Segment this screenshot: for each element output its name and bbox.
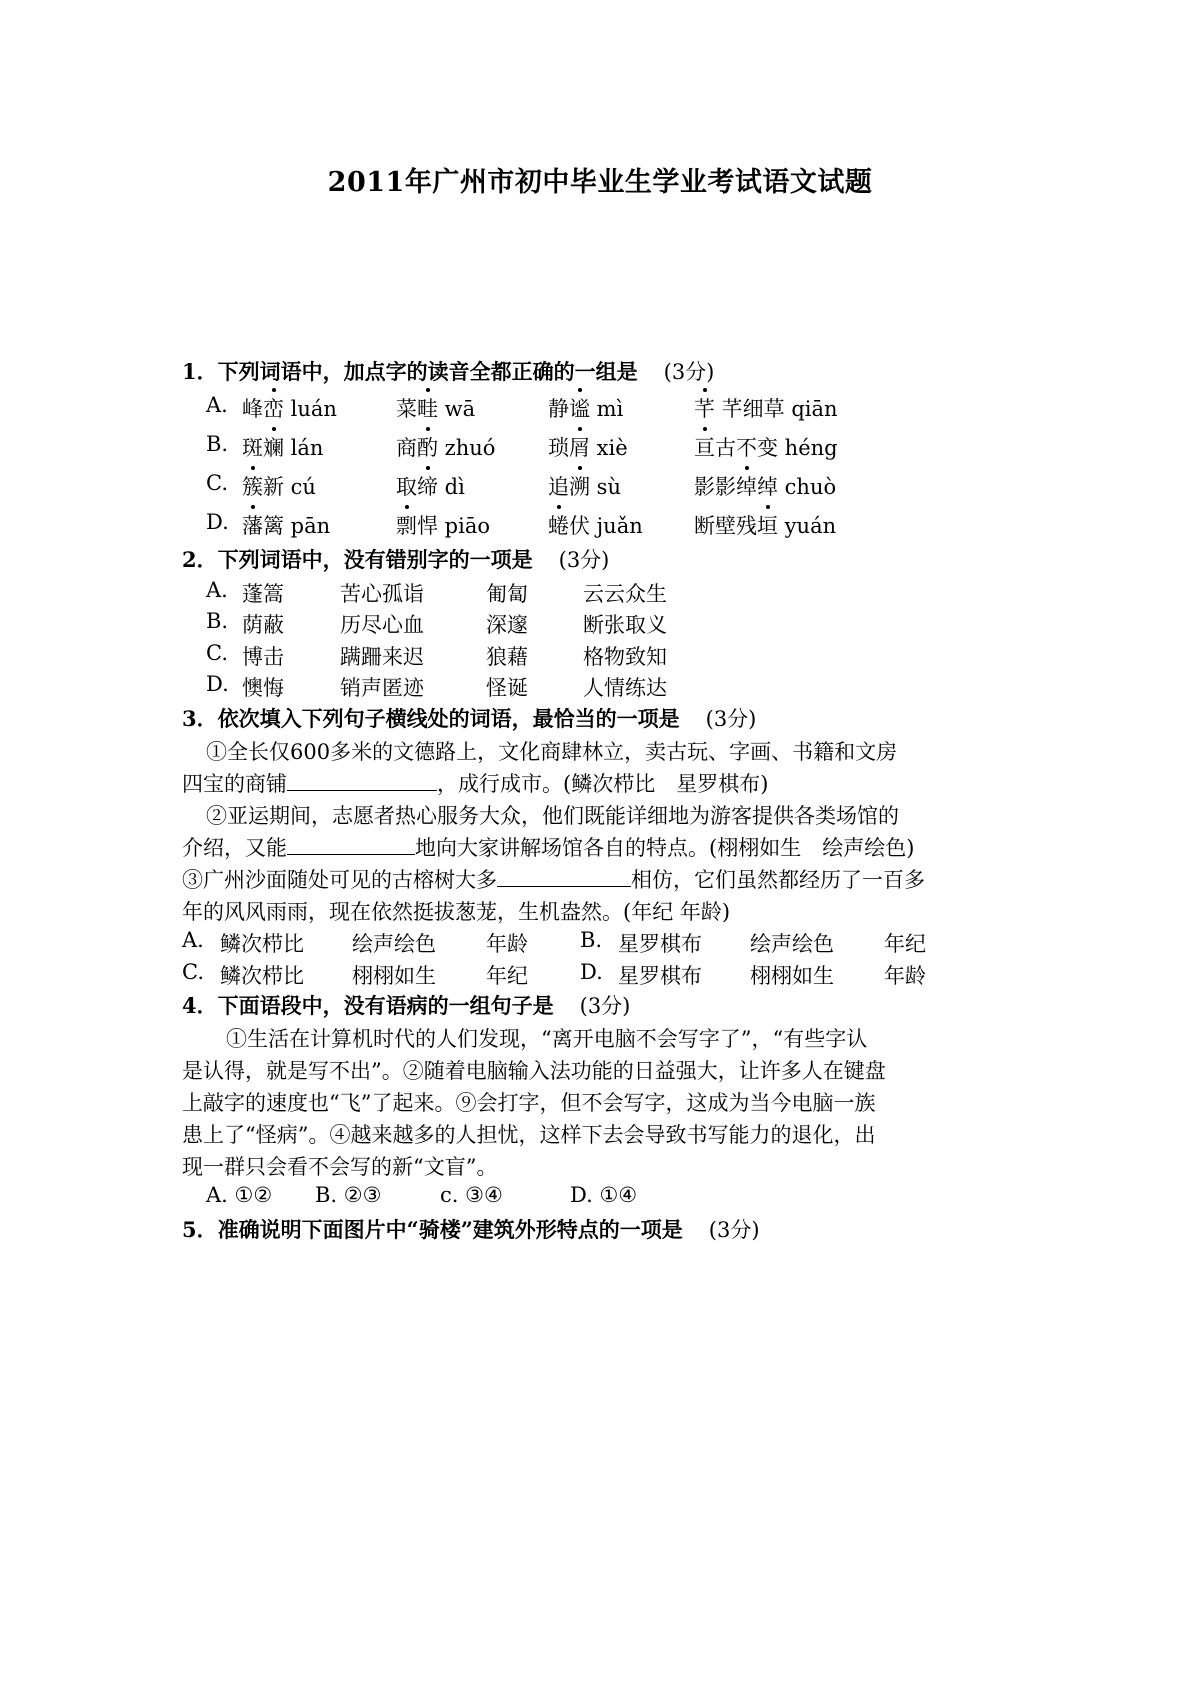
q1-option-label: C.	[206, 471, 228, 495]
q2-option-item: 销声匿迹	[340, 676, 424, 700]
emphasis-dot-char: 藩	[242, 510, 263, 540]
q3-option-item: 年龄	[486, 932, 528, 956]
q3-option-item: 鳞次栉比	[220, 932, 304, 956]
q3-option-label: A.	[182, 928, 204, 952]
q4-paragraph-line-2: 是认得，就是写不出”。②随着电脑输入法功能的日益强大，让许多人在键盘	[182, 1059, 886, 1083]
question-2-text: 2．下列词语中，没有错别字的一项是	[182, 547, 533, 572]
emphasis-dot-char: 蜷	[548, 510, 569, 540]
q2-option-label: C.	[206, 641, 228, 665]
q3-s2b-pre: 介绍，又能	[182, 836, 287, 860]
q2-option-label: A.	[206, 578, 228, 602]
q2-option-label: D.	[206, 672, 229, 696]
q1-option-item: 剽悍 piāo	[396, 510, 490, 540]
q2-option-item: 深邃	[486, 613, 528, 637]
q1-option-item: 琐屑 xiè	[548, 432, 628, 462]
q3-s1b-pre: 四宝的商铺	[182, 772, 287, 796]
q1-option-item: 蜷伏 juǎn	[548, 510, 643, 540]
blank-1	[287, 772, 437, 791]
emphasis-dot-char: 畦	[417, 393, 438, 423]
question-3-text: 3．依次填入下列句子横线处的词语，最恰当的一项是	[182, 706, 680, 731]
q2-option-item: 狼藉	[486, 645, 528, 669]
q2-option-item: 蹒跚来迟	[340, 645, 424, 669]
q4-paragraph-line-5: 现一群只会看不会写的新“文盲”。	[182, 1155, 498, 1179]
q3-option-label: B.	[580, 928, 603, 952]
q2-option-item: 苦心孤诣	[340, 582, 424, 606]
q2-option-label: B.	[206, 609, 229, 633]
q1-option-item: 斑斓 lán	[242, 432, 323, 462]
emphasis-dot-char: 溯	[569, 471, 590, 501]
question-1-text: 1．下列词语中，加点字的读音全都正确的一组是	[182, 359, 638, 384]
q4-paragraph-line-3: 上敲字的速度也“飞”了起来。⑨会打字，但不会写字，这成为当今电脑一族	[182, 1091, 876, 1115]
emphasis-dot-char: 斓	[263, 432, 284, 462]
question-4-stem	[182, 990, 630, 1020]
q3-option-label: C.	[182, 960, 204, 984]
emphasis-dot-char: 簇	[242, 471, 263, 501]
emphasis-dot-char: 谧	[569, 393, 590, 423]
q2-option-item: 蓬篙	[242, 582, 284, 606]
q3-option-item: 鳞次栉比	[220, 964, 304, 988]
q3-option-item: 星罗棋布	[618, 932, 702, 956]
question-4-text: 4．下面语段中，没有语病的一组句子是	[182, 993, 554, 1018]
q1-option-label: D.	[206, 510, 229, 534]
q1-option-item: 芊 芊细草 qiān	[694, 393, 838, 423]
emphasis-dot-char: 峦	[263, 393, 284, 423]
q2-option-item: 博击	[242, 645, 284, 669]
q1-option-item: 峰峦 luán	[242, 393, 337, 423]
emphasis-dot-char: 缔	[417, 471, 438, 501]
q4-option: A. ①②	[206, 1183, 273, 1207]
q2-option-item: 格物致知	[583, 645, 667, 669]
blank-2	[287, 836, 415, 855]
q2-option-item: 懊悔	[242, 676, 284, 700]
question-4-score: (3分)	[579, 994, 631, 1018]
q3-s3a-post: 相仿，它们虽然都经历了一百多	[631, 868, 925, 892]
q3-option-item: 星罗棋布	[618, 964, 702, 988]
blank-3	[497, 868, 631, 887]
q2-option-item: 云云众生	[583, 582, 667, 606]
q4-paragraph-line-4: 患上了“怪病”。④越来越多的人担忧，这样下去会导致书写能力的退化，出	[182, 1123, 876, 1147]
q1-option-label: A.	[206, 393, 228, 417]
q3-sentence-2a: ②亚运期间，志愿者热心服务大众，他们既能详细地为游客提供各类场馆的	[206, 804, 899, 828]
page-title: 2011年广州市初中毕业生学业考试语文试题	[327, 167, 873, 198]
q3-option-item: 绘声绘色	[352, 932, 436, 956]
q2-option-item: 匍匐	[486, 582, 528, 606]
q3-option-label: D.	[580, 960, 603, 984]
q3-s3a-pre: ③广州沙面随处可见的古榕树大多	[182, 868, 497, 892]
q3-s2b-post: 地向大家讲解场馆各自的特点。(栩栩如生 绘声绘色)	[415, 836, 915, 860]
q2-option-item: 怪诞	[486, 676, 528, 700]
q4-option: c. ③④	[440, 1183, 503, 1207]
question-5-stem	[182, 1214, 760, 1244]
question-2-score: (3分)	[558, 548, 610, 572]
q3-option-item: 年纪	[884, 932, 926, 956]
emphasis-dot-char: 芊	[694, 393, 715, 423]
q1-option-item: 影影绰绰 chuò	[694, 471, 836, 501]
q3-sentence-2b	[182, 832, 914, 862]
q1-option-item: 菜畦 wā	[396, 393, 475, 423]
q4-option: D. ①④	[570, 1183, 638, 1207]
emphasis-dot-char: 剽	[396, 510, 417, 540]
q3-option-item: 年纪	[486, 964, 528, 988]
q2-option-item: 断张取义	[583, 613, 667, 637]
emphasis-dot-char: 亘	[694, 432, 715, 462]
q1-option-item: 追溯 sù	[548, 471, 621, 501]
q4-option: B. ②③	[315, 1183, 382, 1207]
q1-option-item: 取缔 dì	[396, 471, 465, 501]
question-3-stem	[182, 703, 756, 733]
question-5-score: (3分)	[708, 1218, 760, 1242]
q1-option-item: 藩篱 pān	[242, 510, 330, 540]
q3-sentence-3b: 年的风风雨雨，现在依然挺拔葱茏，生机盎然。(年纪 年龄)	[182, 900, 731, 924]
q2-option-item: 荫蔽	[242, 613, 284, 637]
question-1-score: (3分)	[663, 360, 715, 384]
q1-option-item: 商酌 zhuó	[396, 432, 495, 462]
q3-option-item: 年龄	[884, 964, 926, 988]
q2-option-item: 人情练达	[583, 676, 667, 700]
q3-option-item: 绘声绘色	[750, 932, 834, 956]
question-3-score: (3分)	[705, 707, 757, 731]
emphasis-dot-char: 垣	[757, 510, 778, 540]
emphasis-dot-char: 酌	[417, 432, 438, 462]
q3-option-item: 栩栩如生	[352, 964, 436, 988]
q3-sentence-1b	[182, 768, 768, 798]
q3-sentence-3a	[182, 864, 925, 894]
q4-paragraph-line-1: ①生活在计算机时代的人们发现，“离开电脑不会写字了”，“有些字认	[226, 1027, 868, 1051]
emphasis-dot-char: 绰	[736, 471, 757, 501]
q1-option-item: 亘古不变 héng	[694, 432, 838, 462]
q3-option-item: 栩栩如生	[750, 964, 834, 988]
q3-s1b-post: ，成行成市。(鳞次栉比 星罗棋布)	[437, 772, 769, 796]
question-1-stem	[182, 356, 714, 386]
q1-option-item: 静谧 mì	[548, 393, 623, 423]
q1-option-item: 簇新 cú	[242, 471, 316, 501]
question-5-text: 5．准确说明下面图片中“骑楼”建筑外形特点的一项是	[182, 1217, 683, 1242]
question-2-stem	[182, 544, 609, 574]
q1-option-label: B.	[206, 432, 229, 456]
emphasis-dot-char: 屑	[569, 432, 590, 462]
q2-option-item: 历尽心血	[340, 613, 424, 637]
q3-sentence-1a: ①全长仅600多米的文德路上，文化商肆林立，卖古玩、字画、书籍和文房	[206, 740, 898, 764]
q1-option-item: 断壁残垣 yuán	[694, 510, 836, 540]
